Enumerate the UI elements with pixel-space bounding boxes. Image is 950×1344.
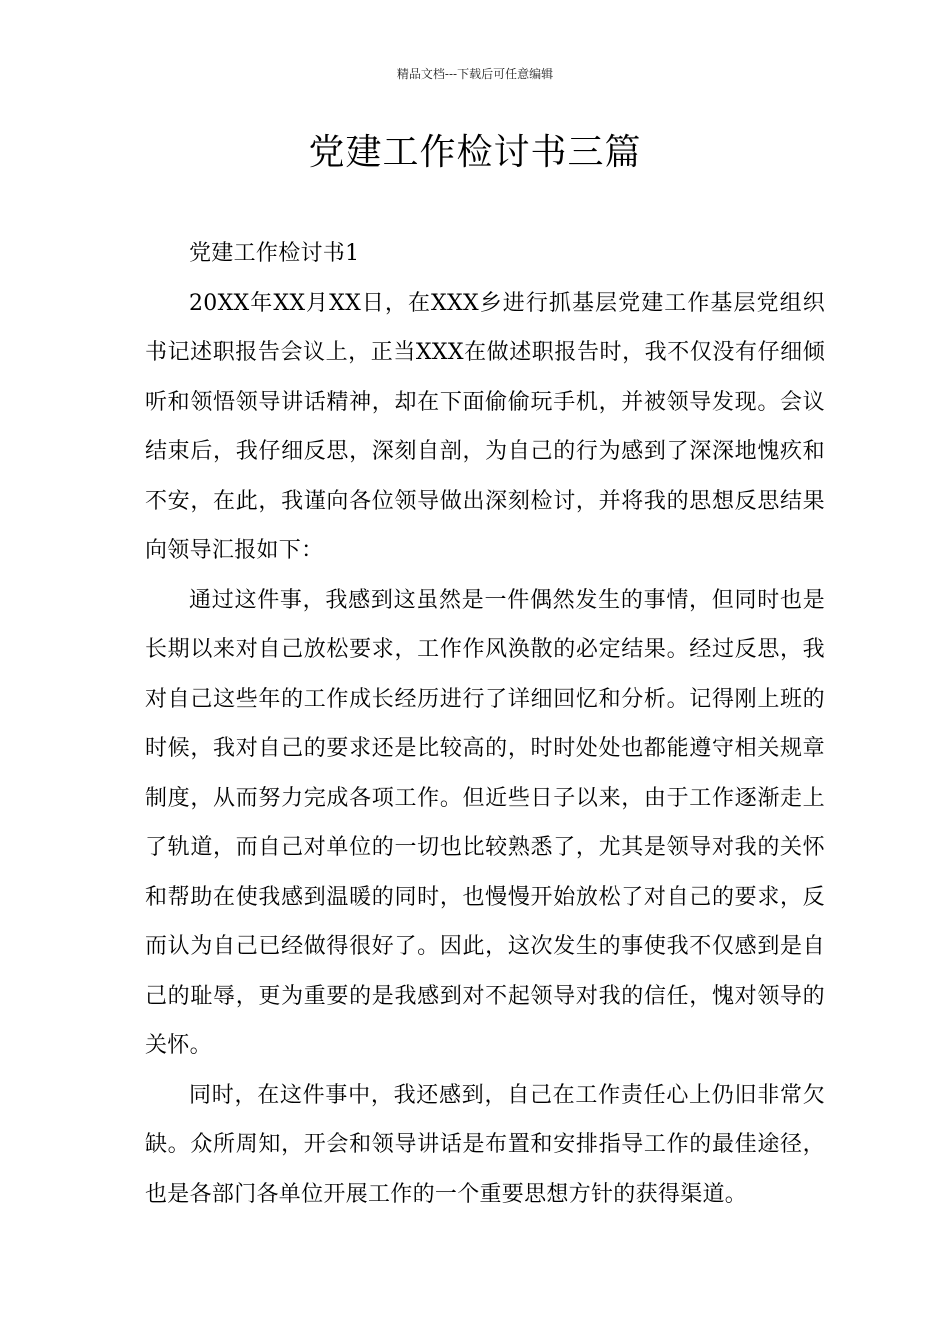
document-body bbox=[145, 229, 825, 1219]
section-heading: 党建工作检讨书1 bbox=[189, 241, 360, 266]
body-paragraph-3: 同时，在这件事中，我还感到，自己在工作责任心上仍旧非常欠缺。众所周知，开会和领导讲话是布置和安排指导工作的最佳途径，也是各部门各单位开展工作的一个重要思想方针的获得渠道。 bbox=[145, 1082, 825, 1207]
document-title: 党建工作检讨书三篇 bbox=[308, 132, 642, 173]
body-paragraph-1: 20XX年XX月XX日，在XXX乡进行抓基层党建工作基层党组织书记述职报告会议上，正当XXX在做述职报告时，我不仅没有仔细倾听和领悟领导讲话精神，却在下面偷偷玩手机，并被领导发现。会议结束后，我仔细反思，深刻自剖，为自己的行为感到了深深地愧疚和不安，在此，我谨向各位领导做出深刻检讨，并将我的思想反思结果向领导汇报如下： bbox=[145, 290, 825, 563]
body-paragraph-2: 通过这件事，我感到这虽然是一件偶然发生的事情，但同时也是长期以来对自己放松要求，工作作风涣散的必定结果。经过反思，我对自己这些年的工作成长经历进行了详细回忆和分析。记得刚上班的时候，我对自己的要求还是比较高的，时时处处也都能遵守相关规章制度，从而努力完成各项工作。但近些日子以来，由于工作逐渐走上了轨道，而自己对单位的一切也比较熟悉了，尤其是领导对我的关怀和帮助在使我感到温暖的同时，也慢慢开始放松了对自己的要求，反而认为自己已经做得很好了。因此，这次发生的事使我不仅感到是自己的耻辱，更为重要的是我感到对不起领导对我的信任，愧对领导的关怀。 bbox=[145, 587, 825, 1058]
page-header: 精品文档---下载后可任意编辑 bbox=[396, 67, 554, 81]
